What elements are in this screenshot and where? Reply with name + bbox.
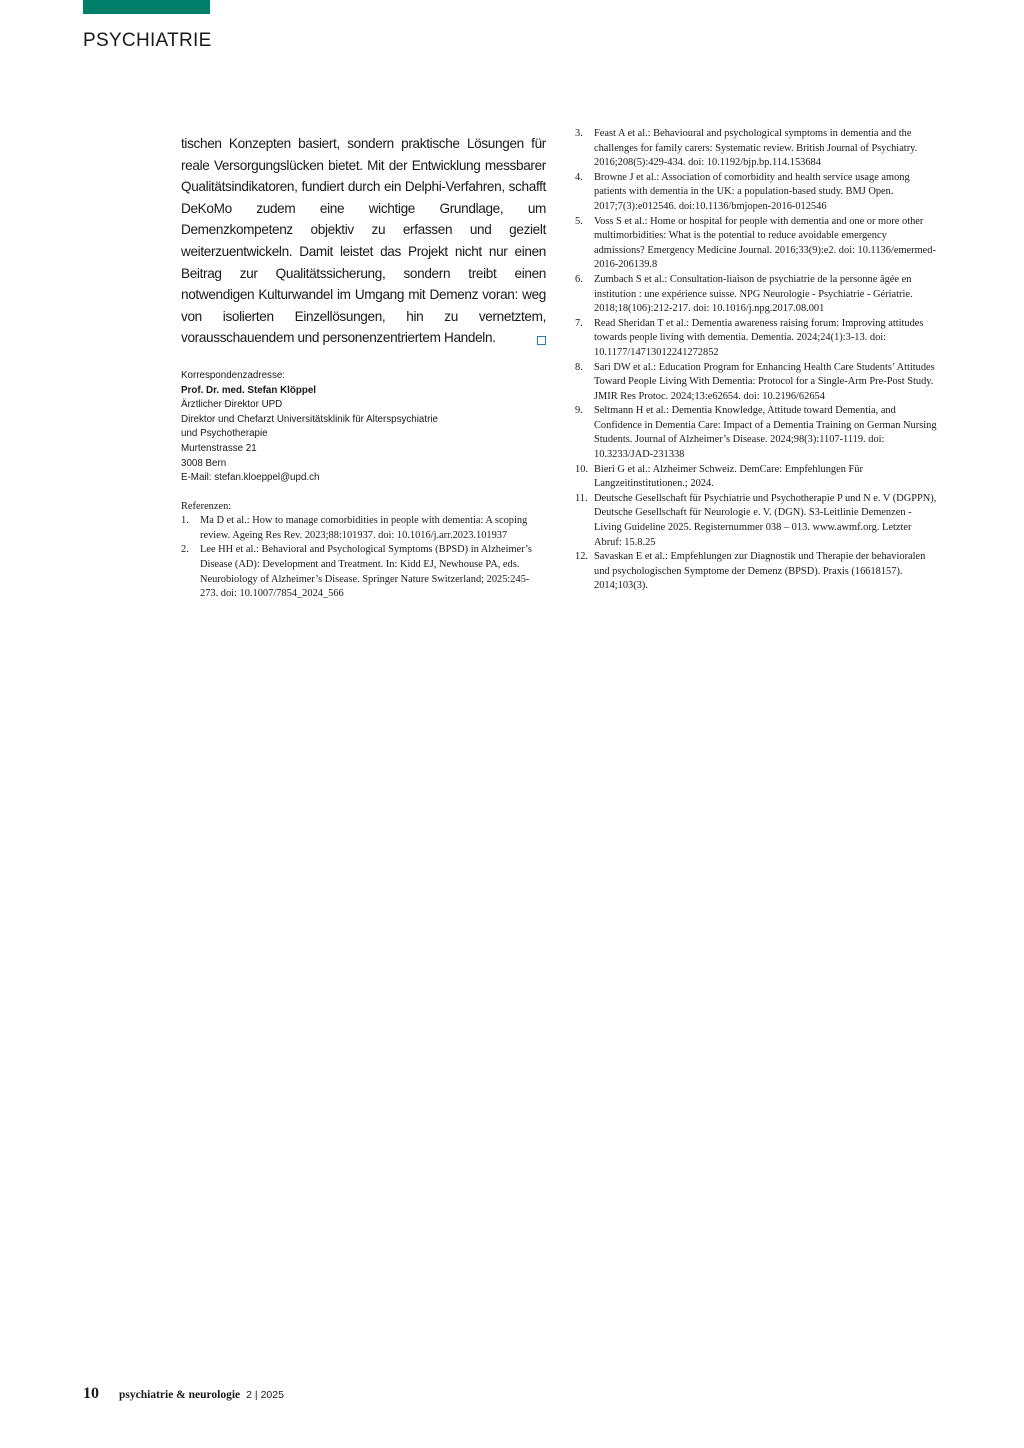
reference-text: Sari DW et al.: Education Program for Enhancing Health Care Students’ Attitudes Toward People Living With Dementia: Protocol for a Single-Arm Pre-Post Study. JMIR Res Protoc. 2024;13:e62654. doi: 10.2196/62654 [594,361,935,402]
reference-text: Read Sheridan T et al.: Dementia awareness raising forum: Improving attitudes towards people living with dementia. Dementia. 2024;24(1):3-13. doi: 10.1177/14713012241272852 [594,317,924,358]
section-label: PSYCHIATRIE [83,30,212,51]
reference-list-left [181,514,546,602]
contact-line: Murtenstrasse 21 [181,442,257,454]
reference-text: Voss S et al.: Home or hospital for people with dementia and one or more other multimorbidities: What is the potential to reduce avoidable emergency admissions? Emergency Medicine Journal. 2016;33(9):e2. doi: 10.1136/emermed-2016-206139.8 [594,215,936,271]
contact-name: Prof. Dr. med. Stefan Klöppel [181,384,316,396]
contact-line: Direktor und Chefarzt Universitätsklinik für Alterspsychiatrie [181,413,438,425]
reference-number: 5. [575,215,583,227]
reference-item [575,317,940,361]
reference-item [181,543,546,601]
reference-item [575,215,940,273]
reference-number: 7. [575,317,583,329]
references-heading: Referenzen: [181,500,232,512]
reference-text: Zumbach S et al.: Consultation-liaison de psychiatrie de la personne âgée en institution : une expérience suisse. NPG Neurologie - Psychiatrie - Gériatrie. 2018;18(106):212-217. doi: 10.1016/j.npg.2017.08.001 [594,273,913,315]
reference-item [575,361,940,405]
reference-number: 11. [575,492,588,504]
reference-item [575,404,940,462]
reference-item [575,550,940,594]
reference-text: Savaskan E et al.: Empfehlungen zur Diagnostik und Therapie der behavioralen und psychologischen Symptome der Demenz (BPSD). Praxis (16618157). 2014;103(3). [594,551,926,592]
reference-item [575,127,940,171]
reference-number: 4. [575,171,583,183]
right-column [575,127,940,594]
section-color-bar [83,0,210,14]
reference-number: 8. [575,361,583,373]
reference-number: 12. [575,551,588,563]
contact-label: Korrespondenzadresse: [181,369,286,381]
contact-line: 3008 Bern [181,457,227,469]
body-paragraph [181,133,546,349]
reference-item [575,463,940,492]
reference-number: 10. [575,463,588,475]
reference-text: Browne J et al.: Association of comorbidity and health service usage among patients with dementia in the UK: a population-based study. BMJ Open. 2017;7(3):e012546. doi:10.1136/bmjopen-2016-012546 [594,171,910,212]
reference-text: Ma D et al.: How to manage comorbidities in people with dementia: A scoping review. Ageing Res Rev. 2023;88:101937. doi: 10.1016/j.arr.2023.101937 [200,515,528,541]
page-footer [83,1385,284,1403]
reference-text: Feast A et al.: Behavioural and psychological symptoms in dementia and the challenges for family carers: Systematic review. British Journal of Psychiatry. 2016;208(5):429-434. doi: 10.1192/bjp.bp.114.153684 [594,128,918,169]
issue-label: 2 | 2025 [246,1389,284,1401]
reference-number: 1. [181,515,189,527]
reference-number: 9. [575,405,583,417]
journal-title: psychiatrie & neurologie [119,1389,241,1401]
body-text: tischen Konzepten basiert, sondern praktische Lösungen für reale Versorgungslücken bietet. Mit der Entwicklung messbarer Qualitätsindikatoren, fundiert durch ein Delphi-Verfahren, schafft DeKoMo zudem eine wichtige Grundlage, um Demenzkompetenz objektiv zu erfassen und gezielt weiterzuentwickeln. Damit leistet das Projekt nicht nur einen Beitrag zur Qualitätssicherung, sondern treibt einen notwendigen Kulturwandel im Umgang mit Demenz voran: weg von isolierten Einzellösungen, hin zu vernetztem, vorausschauendem und personenzentriertem Handeln. [181,136,546,346]
page-number: 10 [83,1385,99,1402]
reference-item [181,514,546,543]
reference-item [575,492,940,550]
contact-line: und Psychotherapie [181,428,268,440]
reference-text: Bieri G et al.: Alzheimer Schweiz. DemCare: Empfehlungen Für Langzeitinstitutionen.; 2024. [594,463,863,490]
reference-item [575,171,940,215]
reference-text: Deutsche Gesellschaft für Psychiatrie und Psychotherapie P und N e. V (DGPPN), Deutsche Gesellschaft für Neurologie e. V. (DGN). S3-Leitlinie Demenzen - Living Guideline 2025. Registernummer 038 – 013. www.awmf.org. Letzter Abruf: 15.8.25 [594,492,937,548]
reference-text: Seltmann H et al.: Dementia Knowledge, Attitude toward Dementia, and Confidence in Dementia Care: Impact of a Dementia Training on German Nursing Students. Journal of Alzheimer’s Disease. 2024;98(3):1107-1119. doi: 10.3233/JAD-231338 [594,405,937,461]
left-column [181,133,546,602]
reference-number: 6. [575,273,583,285]
contact-block [181,369,546,486]
reference-number: 3. [575,128,583,139]
reference-number: 2. [181,544,189,556]
reference-item [575,273,940,317]
contact-email: E-Mail: stefan.kloeppel@upd.ch [181,472,320,484]
reference-text: Lee HH et al.: Behavioral and Psychological Symptoms (BPSD) in Alzheimer’s Disease (AD): Development and Treatment. In: Kidd EJ, Newhouse PA, eds. Neurobiology of Alzheimer’s Disease. Springer Nature Switzerland; 2025:245-273. doi: 10.1007/7854_2024_566 [200,544,532,600]
end-of-article-icon [537,336,546,345]
contact-line: Ärztlicher Direktor UPD [181,399,283,411]
reference-list-right [575,127,940,594]
